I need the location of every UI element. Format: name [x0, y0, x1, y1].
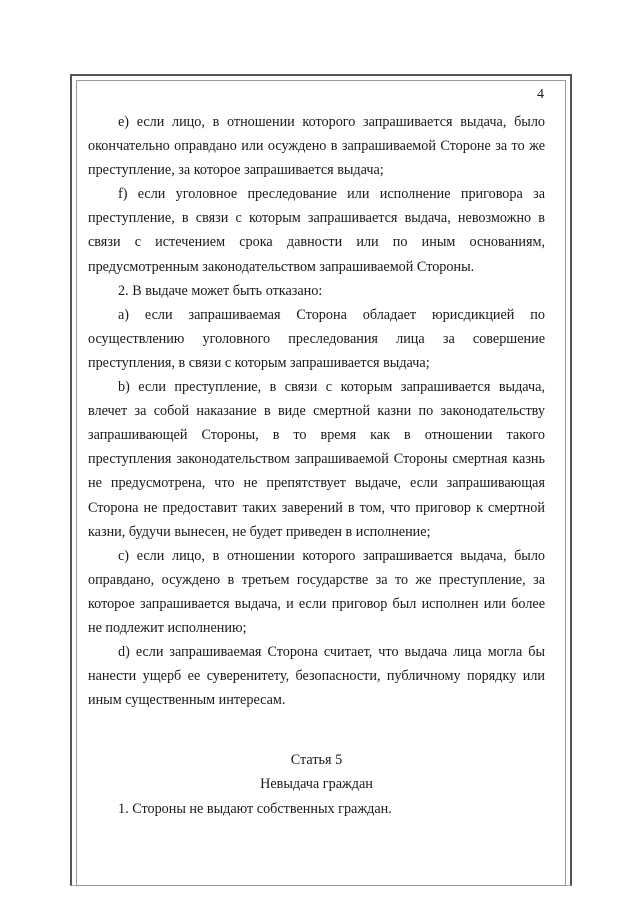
- paragraph-c: с) если лицо, в отношении которого запрашивается выдача, было оправдано, осуждено в третьем государстве за то же преступление, за которое запрашивается выдача, и если приговор был исполнен или более не подлежит исполнению;: [88, 547, 545, 636]
- article-number: Статья 5: [290, 752, 343, 769]
- spacer: [88, 712, 545, 736]
- article-title: Невыдача граждан: [260, 776, 373, 793]
- document-body: [88, 110, 545, 821]
- spacer: [88, 736, 545, 748]
- paragraph-a: а) если запрашиваемая Сторона обладает юрисдикцией по осуществлению уголовного преследования лица за совершение преступления, в связи с которым запрашивается выдача;: [88, 306, 545, 371]
- paragraph-f: f) если уголовное преследование или исполнение приговора за преступление, в связи с которым запрашивается выдача, невозможно в связи с истечением срока давности или по иным основаниям, предусмотренным законодательством запрашиваемой Стороны.: [88, 186, 545, 275]
- paragraph-e: е) если лицо, в отношении которого запрашивается выдача, было окончательно оправдано или осуждено в запрашиваемой Стороне за то же преступление, за которое запрашивается выдача;: [88, 114, 545, 179]
- paragraph-2: 2. В выдаче может быть отказано:: [118, 282, 323, 299]
- paragraph-b: b) если преступление, в связи с которым запрашивается выдача, влечет за собой наказание в виде смертной казни по законодательству запрашивающей Стороны, в то время как в отношении такого преступления законодательством запрашиваемой Стороны смертная казнь не предусмотрена, что не препятствует выдаче, если запрашивающая Сторона не предоставит таких заверений в том, что приговор к смертной казни, будучи вынесен, не будет приведен в исполнение;: [88, 379, 545, 540]
- page-number: 4: [537, 87, 544, 102]
- paragraph-d: d) если запрашиваемая Сторона считает, что выдача лица могла бы нанести ущерб ее суверенитету, безопасности, публичному порядку или иным существенным интересам.: [88, 644, 545, 709]
- article-paragraph-1: 1. Стороны не выдают собственных граждан.: [118, 800, 392, 817]
